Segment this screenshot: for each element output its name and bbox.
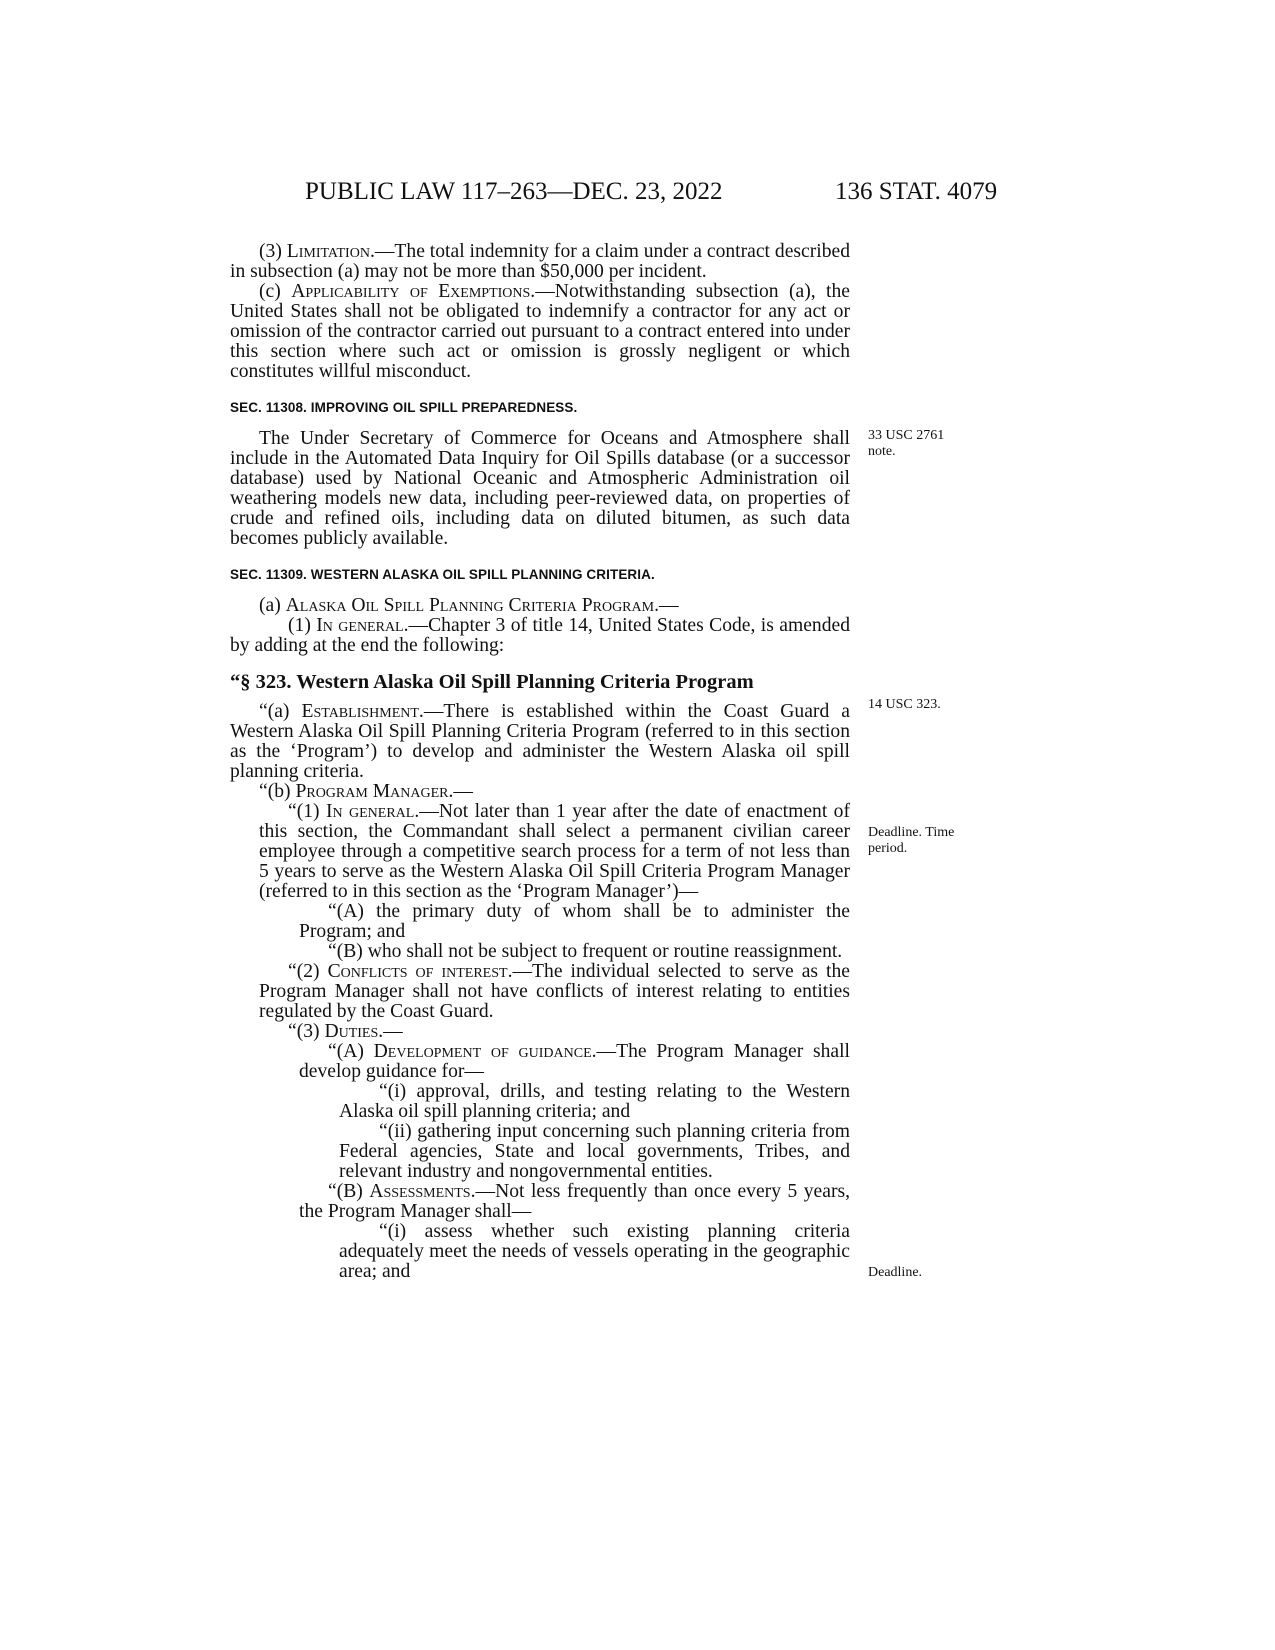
margin-note-33-usc: 33 USC 2761 note. (868, 428, 945, 459)
paragraph-assessments: “(B) Assessments.—Not less frequently than once every 5 years, the Program Manager shall— (299, 1181, 850, 1222)
page-header (0, 178, 1275, 218)
section-heading-323: “§ 323. Western Alaska Oil Spill Planning Criteria Program (230, 671, 754, 693)
margin-note-deadline-time-period: Deadline. Time period. (868, 825, 955, 856)
paragraph-gathering-input: “(ii) gathering input concerning such planning criteria from Federal agencies, State and local governments, Tribes, and relevant industry and nongovernmental entities. (339, 1121, 850, 1182)
paragraph-applicability-of-exemptions: (c) Applicability of Exemptions.—Notwithstanding subsection (a), the United States shall not be obligated to indemnify a contractor for any act or omission of the contractor carried out pursuant to a contract entered into under this section where such act or omission is grossly negligent or which constitutes willful misconduct. (230, 281, 850, 382)
paragraph-assess-criteria: “(i) assess whether such existing planning criteria adequately meet the needs of vessels operating in the geographic area; and (339, 1221, 850, 1282)
paragraph-section-11308: The Under Secretary of Commerce for Oceans and Atmosphere shall include in the Automated Data Inquiry for Oil Spills database (or a successor database) used by National Oceanic and Atmospheric Administration oil weathering models new data, including peer-reviewed data, on properties of crude and refined oils, including data on diluted bitumen, as such data becomes publicly available. (230, 428, 850, 549)
paragraph-in-general-select: “(1) In general.—Not later than 1 year after the date of enactment of this section, the Commandant shall select a permanent civilian career employee through a competitive search process for a term of not less than 5 years to serve as the Western Alaska Oil Spill Criteria Program Manager (referred to in this section as the ‘Program Manager’)— (259, 801, 851, 902)
paragraph-in-general-chapter: (1) In general.—Chapter 3 of title 14, United States Code, is amended by adding at the end the following: (230, 615, 850, 656)
paragraph-limitation: (3) Limitation.—The total indemnity for a claim under a contract described in subsection (a) may not be more than $50,000 per incident. (230, 241, 850, 282)
statute-page-number: 136 STAT. 4079 (835, 178, 998, 205)
paragraph-program-manager: “(b) Program Manager.— (259, 781, 473, 802)
margin-note-14-usc: 14 USC 323. (868, 697, 941, 712)
margin-note-deadline: Deadline. (868, 1265, 923, 1280)
paragraph-primary-duty: “(A) the primary duty of whom shall be to administer the Program; and (299, 901, 850, 942)
paragraph-establishment: “(a) Establishment.—There is established within the Coast Guard a Western Alaska Oil Spill Planning Criteria Program (referred to in this section as the ‘Program’) to develop and administer the Western Alaska oil spill planning criteria. (230, 701, 850, 782)
section-heading-11309: SEC. 11309. WESTERN ALASKA OIL SPILL PLANNING CRITERIA. (230, 567, 655, 582)
document-body (230, 242, 850, 1282)
paragraph-reassignment: “(B) who shall not be subject to frequent or routine reassignment. (328, 941, 843, 962)
running-title: PUBLIC LAW 117–263—DEC. 23, 2022 (305, 178, 723, 205)
paragraph-development-of-guidance: “(A) Development of guidance.—The Program Manager shall develop guidance for— (299, 1041, 850, 1082)
paragraph-alaska-program: (a) Alaska Oil Spill Planning Criteria Program.— (259, 595, 679, 616)
paragraph-approval-drills: “(i) approval, drills, and testing relating to the Western Alaska oil spill planning criteria; and (339, 1081, 850, 1122)
paragraph-conflicts-of-interest: “(2) Conflicts of interest.—The individual selected to serve as the Program Manager shall not have conflicts of interest relating to entities regulated by the Coast Guard. (259, 961, 850, 1022)
section-heading-11308: SEC. 11308. IMPROVING OIL SPILL PREPAREDNESS. (230, 400, 578, 415)
paragraph-duties: “(3) Duties.— (288, 1021, 403, 1042)
